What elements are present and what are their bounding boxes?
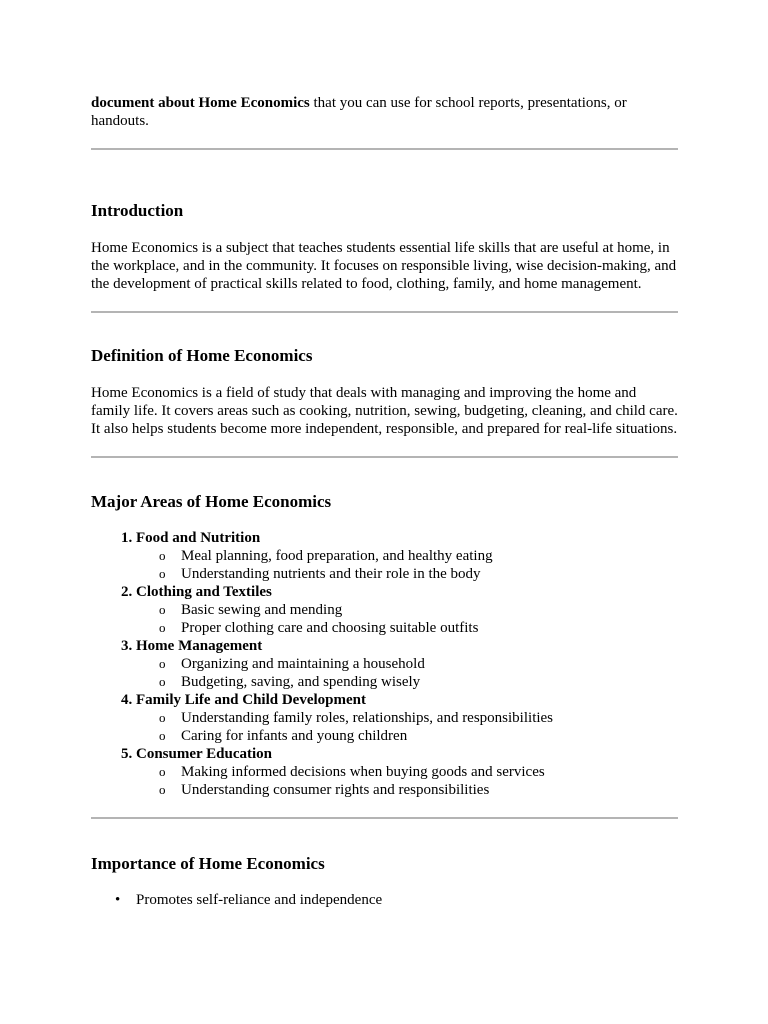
area-title: Consumer Education (136, 746, 272, 762)
list-item: o Basic sewing and mending (181, 601, 678, 619)
area-title: Food and Nutrition (136, 530, 261, 546)
divider (91, 817, 678, 819)
intro-rest-text: that you can use for school reports, presentations, or handouts. (91, 95, 627, 129)
list-item (136, 529, 678, 583)
introduction-body: Home Economics is a subject that teaches students essential life skills that are useful at home, in the workplace, and in the community. It focuses on responsible living, wise decision-making, and the development of practical skills related to food, clothing, family, and home management. (91, 240, 677, 292)
list-item: • Promotes self-reliance and independence (136, 891, 678, 909)
importance-list (91, 891, 678, 909)
list-item: o Caring for infants and young children (181, 727, 678, 745)
importance-heading: Importance of Home Economics (91, 854, 325, 873)
definition-body: Home Economics is a field of study that deals with managing and improving the home and family life. It covers areas such as cooking, nutrition, sewing, budgeting, cleaning, and child care. It also helps students become more independent, responsible, and prepared for real-life situations. (91, 385, 678, 437)
list-item (136, 745, 678, 799)
area-title: Clothing and Textiles (136, 584, 272, 600)
list-item (136, 691, 678, 745)
introduction-heading: Introduction (91, 201, 184, 220)
sub-list (136, 601, 678, 637)
list-item: o Understanding nutrients and their role in the body (181, 565, 678, 583)
intro-bold-text: document about Home Economics (91, 95, 310, 111)
list-item: o Understanding family roles, relationships, and responsibilities (181, 709, 678, 727)
list-item (136, 583, 678, 637)
sub-list (136, 547, 678, 583)
list-item (136, 637, 678, 691)
sub-list (136, 709, 678, 745)
sub-list (136, 655, 678, 691)
divider (91, 456, 678, 458)
list-item: o Making informed decisions when buying goods and services (181, 763, 678, 781)
sub-list (136, 763, 678, 799)
intro-fragment (91, 94, 678, 130)
document-content (91, 94, 678, 909)
list-item: o Organizing and maintaining a household (181, 655, 678, 673)
list-item: o Budgeting, saving, and spending wisely (181, 673, 678, 691)
list-item: o Understanding consumer rights and responsibilities (181, 781, 678, 799)
area-title: Family Life and Child Development (136, 692, 367, 708)
area-title: Home Management (136, 638, 263, 654)
major-areas-list (91, 529, 678, 799)
divider (91, 148, 678, 150)
major-areas-heading: Major Areas of Home Economics (91, 492, 332, 511)
list-item: o Meal planning, food preparation, and healthy eating (181, 547, 678, 565)
definition-heading: Definition of Home Economics (91, 346, 313, 365)
list-item: o Proper clothing care and choosing suitable outfits (181, 619, 678, 637)
divider (91, 311, 678, 313)
